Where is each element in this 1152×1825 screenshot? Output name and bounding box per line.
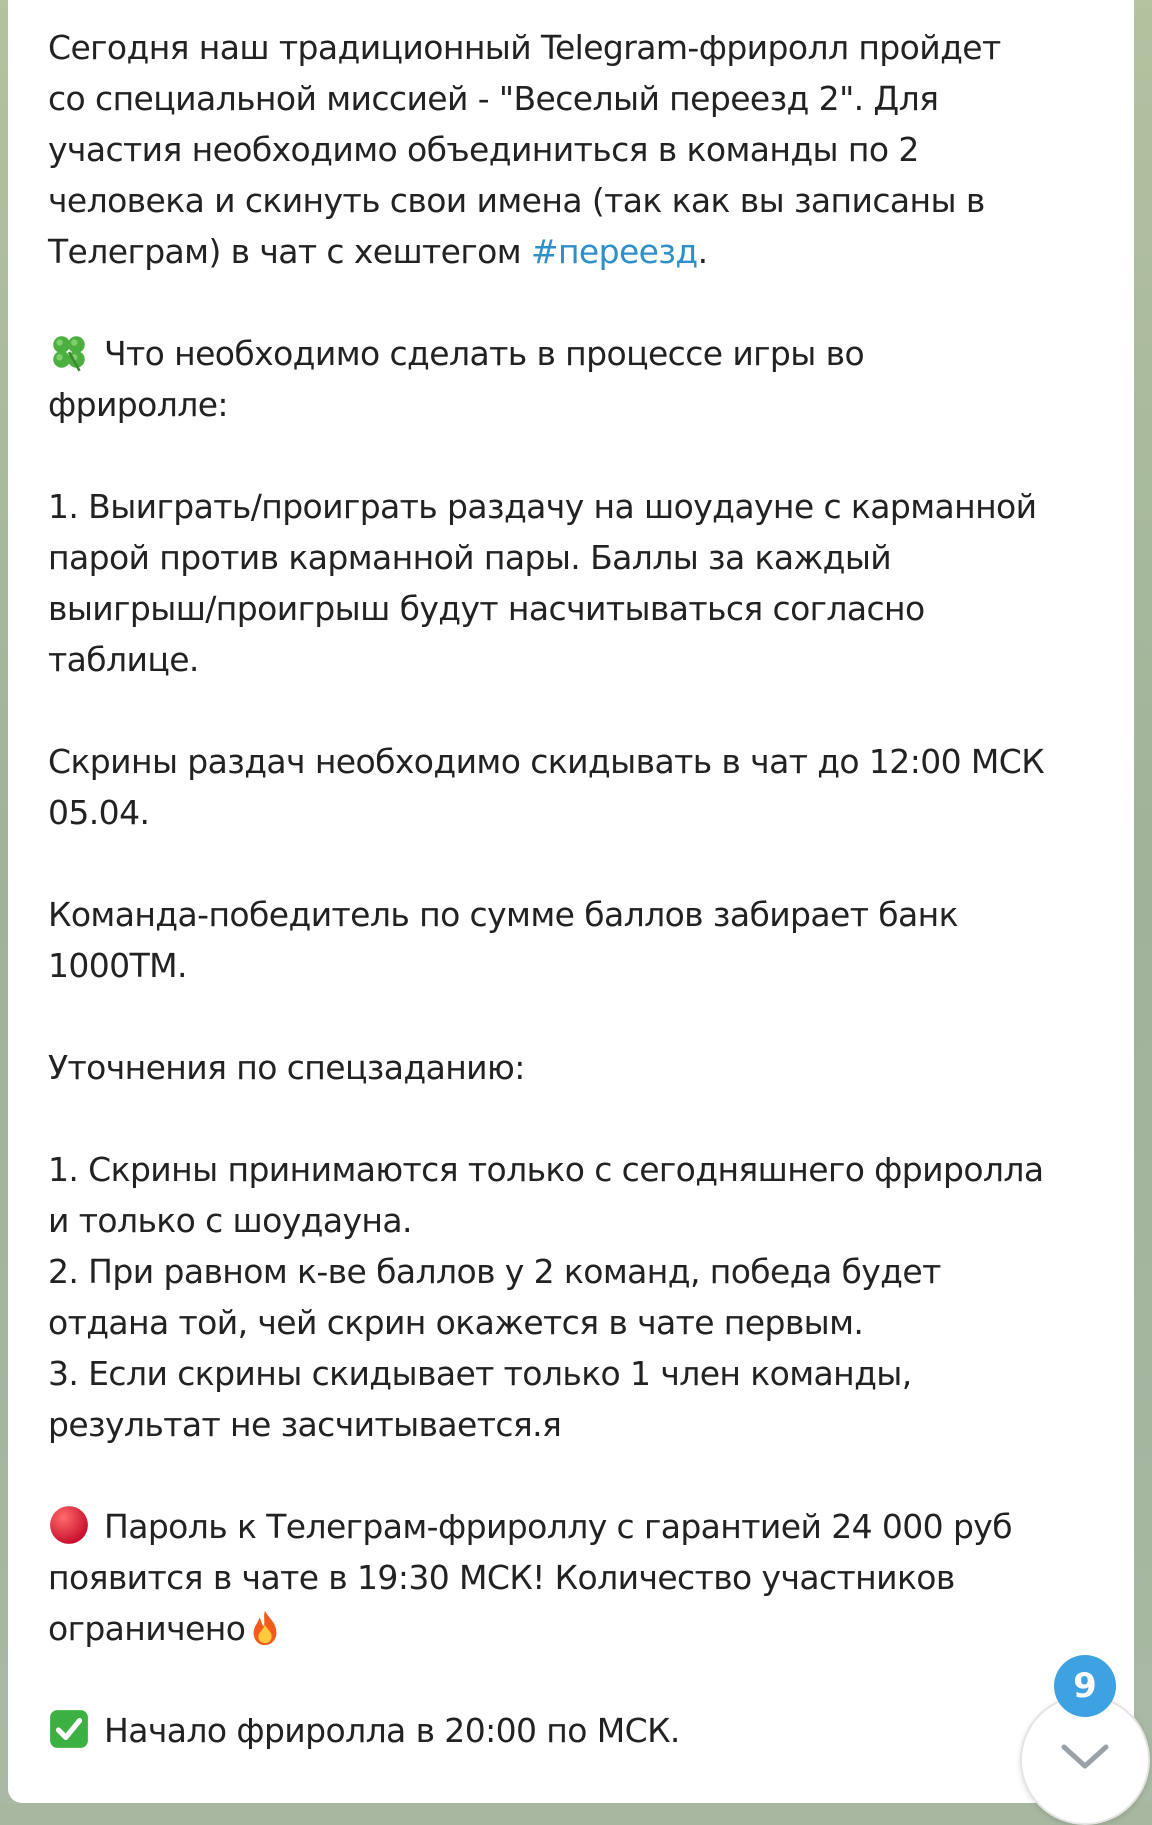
message-paragraph-deadline: Скрины раздач необходимо скидывать в чат до 12:00 МСК 05.04. bbox=[48, 742, 1045, 832]
message-paragraph-clarifications-title: Уточнения по спецзаданию: bbox=[48, 1048, 525, 1087]
intro-text: Сегодня наш традиционный Telegram-фриролл пройдет со специальной миссией - "Веселый переезд 2". Для участия необходимо объединиться в команды по 2 человека и скинуть свои имена (так как вы записаны в Телеграм) в чат с хештегом bbox=[48, 28, 1001, 271]
message-paragraph-clarifications: 1. Скрины принимаются только с сегодняшнего фриролла и только с шоудауна. 2. При равном к-ве баллов у 2 команд, победа будет отдана той, чей скрин окажется в чате первым. 3. Если скрины скидывает только 1 член команды, результат не засчитывается.я bbox=[48, 1150, 1044, 1444]
message-paragraph-intro bbox=[48, 22, 1094, 277]
start-text: Начало фриролла в 20:00 по МСК. bbox=[104, 1711, 680, 1750]
message-paragraph-prize: Команда-победитель по сумме баллов забирает банк 1000ТМ. bbox=[48, 895, 958, 985]
hashtag-link[interactable]: #переезд bbox=[530, 232, 698, 271]
chevron-down-icon bbox=[1060, 1741, 1110, 1771]
check-mark-icon bbox=[48, 1708, 90, 1750]
four-leaf-clover-icon bbox=[48, 331, 90, 373]
message-paragraph-password bbox=[48, 1501, 1094, 1654]
intro-end: . bbox=[697, 232, 708, 271]
unread-count-badge: 9 bbox=[1054, 1655, 1116, 1717]
red-circle-icon bbox=[48, 1504, 90, 1546]
message-paragraph-todo bbox=[48, 328, 1094, 430]
todo-text: Что необходимо сделать в процессе игры во фриролле: bbox=[48, 334, 865, 424]
message-paragraph-start bbox=[48, 1705, 1094, 1756]
message-bubble bbox=[8, 0, 1134, 1803]
message-paragraph-rule1: 1. Выиграть/проиграть раздачу на шоудауне с карманной парой против карманной пары. Баллы за каждый выигрыш/проигрыш будут насчитываться согласно таблице. bbox=[48, 487, 1037, 679]
password-text: Пароль к Телеграм-фрироллу с гарантией 24 000 руб появится в чате в 19:30 МСК! Количество участников ограничено bbox=[48, 1507, 1012, 1648]
fire-icon bbox=[247, 1609, 283, 1647]
